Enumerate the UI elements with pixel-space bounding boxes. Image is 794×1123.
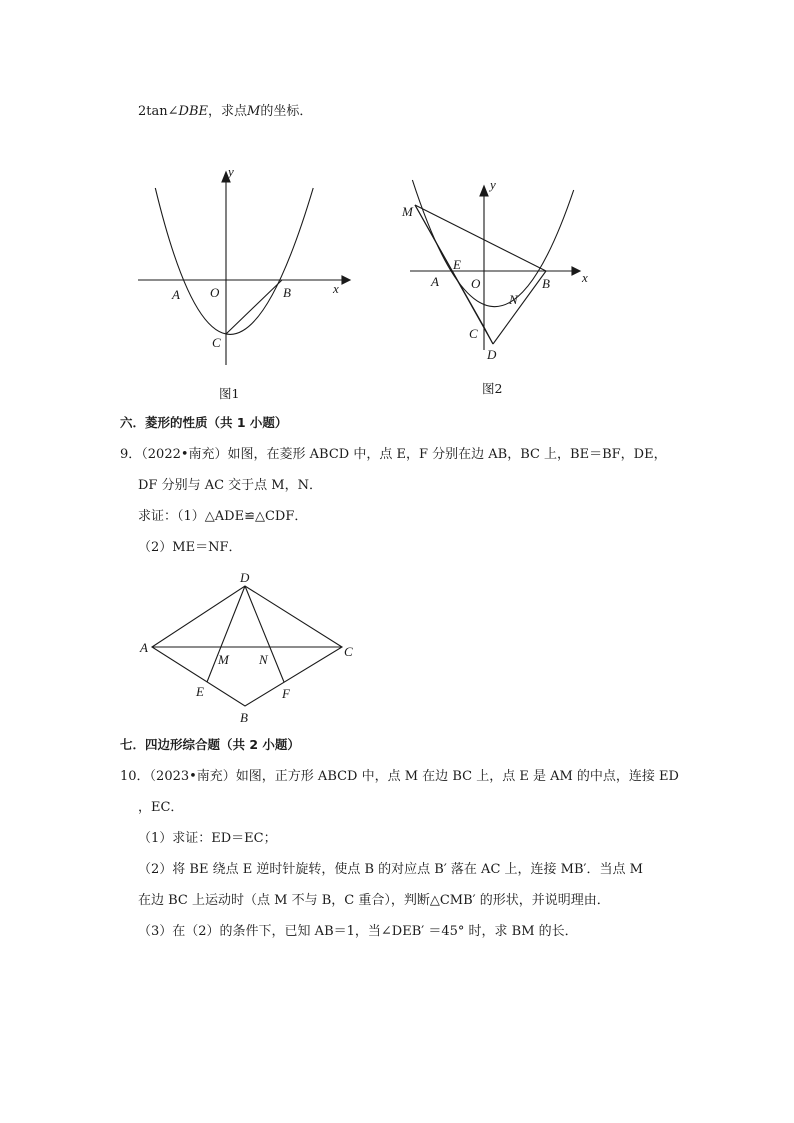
fig1-label-o: O (210, 285, 220, 300)
fig2-x-arrow (572, 267, 580, 275)
top-line-mid: ，求点 (207, 104, 247, 119)
fig2-label-y: y (490, 177, 496, 192)
fig2-label-c: C (469, 326, 478, 341)
fig3-segment-de (207, 586, 245, 682)
fig2-caption: 图2 (482, 381, 503, 396)
q10-line-2: ，EC． (138, 800, 184, 815)
fig3-label-c: C (344, 644, 353, 659)
figure-3-rhombus (130, 568, 370, 728)
top-line-suffix: 的坐标． (260, 104, 313, 119)
fig1-segment-bc (226, 280, 282, 334)
fig3-label-d: D (240, 570, 250, 585)
fig1-label-c: C (212, 335, 221, 350)
q9-line-3: 求证：（1）△ADE≌△CDF． (138, 509, 308, 524)
fig2-label-n: N (509, 292, 518, 307)
fig1-label-x: x (333, 281, 339, 296)
fig2-segment-md (415, 205, 493, 344)
fig2-label-a: A (431, 274, 439, 289)
fig2-y-arrow (480, 186, 488, 196)
fig3-label-m: M (218, 652, 229, 667)
q9-line-1: 9．（2022•南充）如图，在菱形 ABCD 中，点 E，F 分别在边 AB，BC 上，BE＝BF，DE， (120, 447, 667, 462)
fig3-label-n: N (259, 652, 268, 667)
top-line (138, 103, 312, 121)
q10-line-4: （2）将 BE 绕点 E 逆时针旋转，使点 B 的对应点 B′ 落在 AC 上，连接 MB′．当点 M (138, 862, 643, 877)
fig1-label-y: y (228, 164, 234, 179)
top-line-prefix: 2tan∠ (138, 104, 179, 119)
section-6-heading: 六．菱形的性质（共 1 小题） (120, 415, 288, 430)
fig3-label-e: E (196, 684, 204, 699)
q10-line-5: 在边 BC 上运动时（点 M 不与 B，C 重合），判断△CMB′ 的形状，并说明理由． (138, 893, 610, 908)
fig2-label-d: D (487, 347, 497, 362)
figure-2 (400, 172, 600, 372)
figure-1 (130, 160, 360, 380)
q10-line-6: （3）在（2）的条件下，已知 AB＝1，当∠DEB′ ＝45° 时，求 BM 的长． (138, 924, 578, 939)
fig2-label-b: B (542, 276, 550, 291)
fig3-segment-df (245, 586, 284, 682)
q10-line-1: 10．（2023•南充）如图，正方形 ABCD 中，点 M 在边 BC 上，点 E 是 AM 的中点，连接 ED (120, 769, 679, 784)
fig3-label-b: B (240, 710, 248, 725)
fig2-segment-cd (484, 327, 493, 344)
fig1-parabola (155, 188, 313, 334)
q9-line-2: DF 分别与 AC 交于点 M，N． (138, 478, 322, 493)
fig1-caption: 图1 (219, 386, 240, 401)
top-line-point: M (247, 104, 261, 119)
fig3-label-a: A (140, 640, 148, 655)
fig2-label-e: E (453, 257, 461, 272)
fig1-label-b: B (283, 285, 291, 300)
section-7-heading: 七．四边形综合题（共 2 小题） (120, 737, 300, 752)
fig3-label-f: F (282, 686, 290, 701)
q9-line-4: （2）ME＝NF． (138, 540, 242, 555)
fig2-label-m: M (402, 204, 413, 219)
q10-line-3: （1）求证：ED＝EC； (138, 831, 277, 846)
fig2-segment-bd (493, 271, 546, 344)
fig2-label-x: x (582, 270, 588, 285)
fig1-label-a: A (172, 287, 180, 302)
top-line-var: DBE (178, 104, 208, 119)
fig1-x-arrow (342, 276, 350, 284)
fig2-label-o: O (471, 276, 481, 291)
fig3-rhombus-outline (152, 586, 342, 706)
